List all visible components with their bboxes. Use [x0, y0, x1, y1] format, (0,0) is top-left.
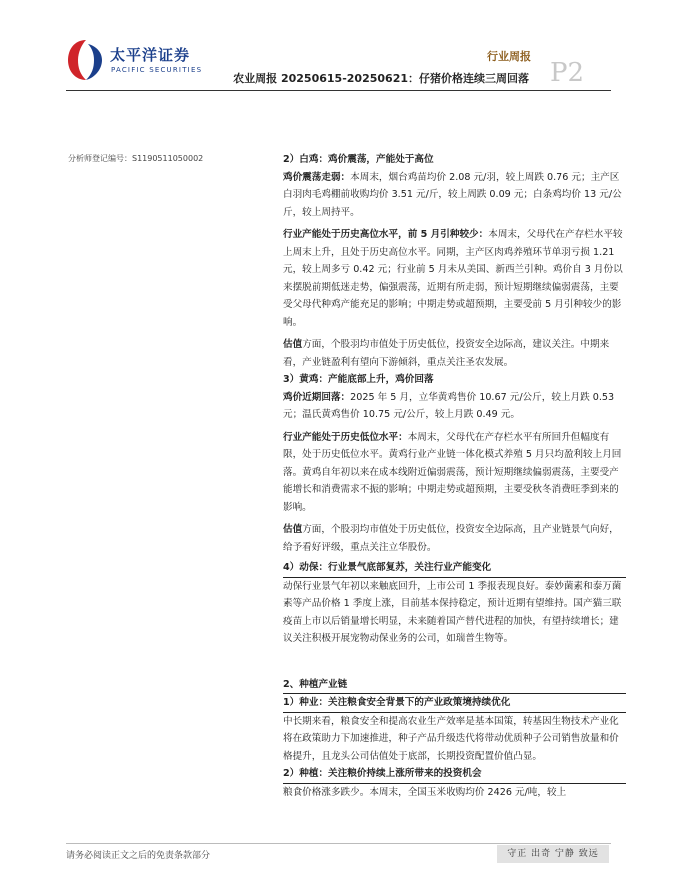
text-yellow-capacity: 本周末，父母代在产存栏水平有所回升但幅度有限，处于历史低位水平。黄鸡行业产业链一体化模式养殖 5 月只均盈利较上月回落。黄鸡自年初以来在成本线附近偏弱震荡，预计短期继续偏弱震荡，主要受产能增长和消费需求不振的影响；中期走势或超预期，主要受秋冬消费旺季到来的影响。: [283, 431, 622, 513]
paragraph-grain: 粮食价格涨多跌少。本周末，全国玉米收购均价 2426 元/吨，较上: [283, 786, 567, 798]
text-broiler-price: 本周末，烟台鸡苗均价 2.08 元/羽，较上周跌 0.76 元；主产区白羽肉毛鸡棚前收购均价 3.51 元/斤，较上周跌 0.09 元；白条鸡均价 13 元/公斤，较上周持平。: [283, 171, 622, 218]
report-body: [283, 151, 626, 801]
section-heading-broiler: 2）白鸡：鸡价震荡，产能处于高位: [283, 154, 434, 165]
footer-motto: 守正 出奇 宁静 致远: [497, 845, 609, 863]
report-type: 行业周报: [487, 50, 531, 63]
paragraph-animal-health: 动保行业景气年初以来触底回升，上市公司 1 季报表现良好。泰妙菌素和泰万菌素等产品价格 1 季度上涨，目前基本保持稳定，预计近期有望维持。国产猫三联疫苗上市以后销量增长明显，未来随着国产替代进程的加快，有望持续增长；建议关注积极开展宠物动保业务的公司，如瑞普生物等。: [283, 580, 622, 644]
paragraph-broiler-capacity: [283, 226, 626, 331]
page-number: P2: [550, 58, 585, 88]
logo-emblem-icon: [66, 38, 106, 82]
section-heading-grain: 2）种植：关注粮价持续上涨所带来的投资机会: [283, 765, 626, 784]
text-broiler-capacity: 本周末，父母代在产存栏水平较上周末上升，且处于历史高位水平。同期，主产区肉鸡养殖环节单羽亏损 1.21 元，较上周多亏 0.42 元；行业前 5 月未从美国、新西兰引种。鸡价自 3 月份以来摆脱前期低迷走势，偏强震荡，近期有所走弱，预计短期继续偏弱震荡，主要受父母代种鸡产能充足的影响；中期走势或超预期，主要受前 5 月引种较少的影响。: [283, 229, 623, 328]
label-yellow-price: 鸡价近期回落：: [283, 391, 351, 403]
paragraph-broiler-valuation: [283, 336, 626, 371]
label-broiler-price: 鸡价震荡走弱：: [283, 171, 351, 183]
text-yellow-valuation: 方面，个股羽均市值处于历史低位，投资安全边际高，且产业链景气向好，给予看好评级，重点关注立华股份。: [283, 524, 619, 553]
label-yellow-capacity: 行业产能处于历史低位水平：: [283, 431, 408, 443]
section-heading-yellow: 3）黄鸡：产能底部上升，鸡价回落: [283, 374, 434, 385]
section-heading-animal-health: 4）动保：行业景气底部复苏，关注行业产能变化: [283, 559, 626, 578]
footer-divider: [66, 843, 611, 844]
header-divider: [66, 90, 611, 91]
section-heading-seed: 1）种业：关注粮食安全背景下的产业政策境持续优化: [283, 694, 626, 713]
section-heading-planting: 2、种植产业链: [283, 676, 626, 695]
label-yellow-valuation: 估值: [283, 524, 303, 535]
paragraph-broiler-price: [283, 169, 626, 222]
paragraph-seed: 中长期来看，粮食安全和提高农业生产效率是基本国策，转基因生物技术产业化将在政策助力下加速推进，种子产品升级迭代将带动优质种子公司销售放量和价格提升，且龙头公司估值处于底部，长期投资配置价值凸显。: [283, 715, 619, 762]
paragraph-yellow-capacity: [283, 429, 626, 517]
report-title: 农业周报 20250615-20250621：仔猪价格连续三周回落: [233, 72, 529, 85]
logo-english-name: PACIFIC SECURITIES: [111, 66, 203, 74]
label-broiler-capacity: 行业产能处于历史高位水平，前 5 月引种较少：: [283, 229, 489, 240]
label-broiler-valuation: 估值: [283, 339, 303, 350]
text-broiler-valuation: 方面，个股羽均市值处于历史低位，投资安全边际高，建议关注。中期来看，产业链盈利有望向下游倾斜，重点关注圣农发展。: [283, 339, 610, 368]
analyst-registration: 分析师登记编号：S1190511050002: [68, 154, 204, 163]
text-yellow-price: 2025 年 5 月，立华黄鸡售价 10.67 元/公斤，较上月跌 0.53 元；温氏黄鸡售价 10.75 元/公斤，较上月跌 0.49 元。: [283, 391, 615, 420]
footer-disclaimer: 请务必阅读正文之后的免责条款部分: [66, 851, 211, 861]
logo-chinese-name: 太平洋证券: [110, 46, 191, 64]
paragraph-yellow-price: [283, 389, 626, 424]
paragraph-yellow-valuation: [283, 521, 626, 556]
